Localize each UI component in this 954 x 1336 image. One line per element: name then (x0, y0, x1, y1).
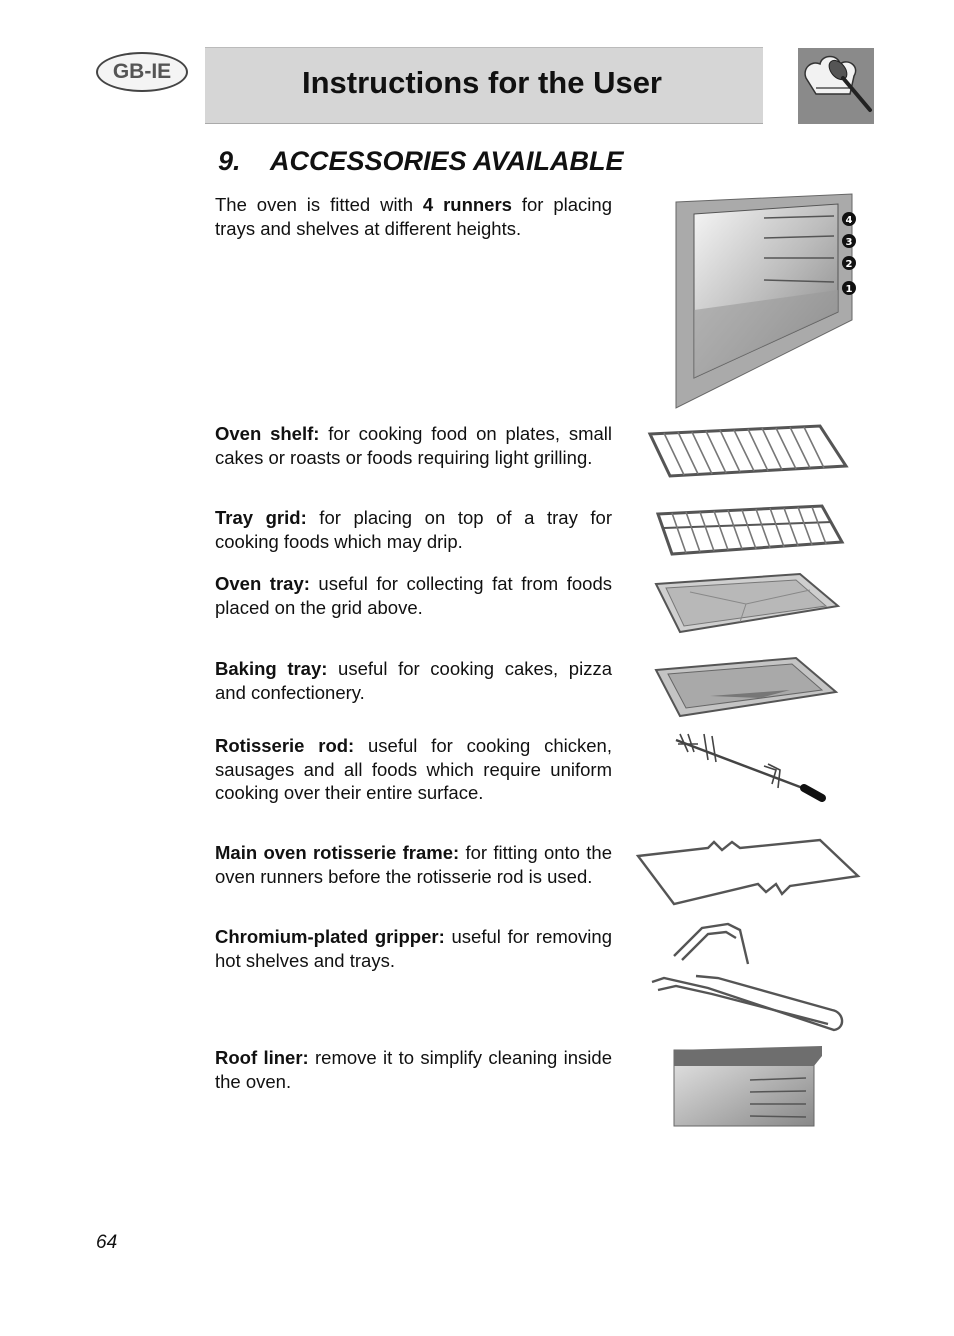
item-desc: useful for removing hot shelves and trays. (215, 926, 612, 971)
intro-paragraph (215, 193, 612, 240)
oven-shelf-image (644, 420, 850, 482)
intro-text: The oven is fitted with (215, 194, 423, 215)
item-desc: for cooking food on plates, small cakes or roasts or foods requiring light grilling. (215, 423, 612, 468)
oven-tray-image (650, 570, 842, 636)
item-oven-shelf (215, 422, 612, 469)
page-number: 64 (96, 1232, 118, 1253)
rotisserie-frame-image (634, 838, 862, 908)
item-term: Oven tray: (215, 573, 310, 594)
item-term: Baking tray: (215, 658, 328, 679)
item-gripper (215, 925, 612, 972)
item-desc: for placing on top of a tray for cooking foods which may drip. (215, 507, 612, 552)
item-term: Chromium-plated gripper: (215, 926, 445, 947)
item-term: Roof liner: (215, 1047, 309, 1068)
item-desc: for fitting onto the oven runners before the rotisserie rod is used. (215, 842, 612, 887)
item-term: Oven shelf: (215, 423, 320, 444)
oven-cavity-image (672, 190, 864, 412)
item-rotisserie-rod (215, 734, 612, 805)
intro-bold: 4 runners (422, 194, 512, 215)
header-bar (205, 47, 763, 124)
item-desc: useful for cooking cakes, pizza and confectionery. (215, 658, 612, 703)
tray-grid-image (650, 502, 846, 560)
rotisserie-rod-image (668, 730, 828, 808)
section-heading (218, 146, 624, 177)
item-tray-grid (215, 506, 612, 553)
item-rotisserie-frame (215, 841, 612, 888)
baking-tray-image (650, 652, 840, 720)
item-desc: useful for cooking chicken, sausages and all foods which require uniform cooking over their entire surface. (215, 735, 612, 803)
intro-text-end: for placing trays and shelves at different heights. (215, 194, 612, 239)
item-oven-tray (215, 572, 612, 619)
runner-label-3: 3 (845, 237, 853, 248)
item-term: Main oven rotisserie frame: (215, 842, 460, 863)
item-term: Tray grid: (215, 507, 307, 528)
item-roof-liner (215, 1046, 612, 1093)
section-number: 9. (218, 146, 241, 176)
runner-label-1: 1 (845, 284, 853, 295)
region-badge: GB-IE (96, 52, 188, 92)
runner-label-2: 2 (845, 259, 853, 270)
item-desc: remove it to simplify cleaning inside the oven. (215, 1047, 612, 1092)
roof-liner-image (672, 1044, 824, 1128)
section-title: ACCESSORIES AVAILABLE (270, 146, 624, 176)
item-term: Rotisserie rod: (215, 735, 355, 756)
gripper-image (648, 920, 848, 1034)
runner-label-4: 4 (845, 215, 853, 226)
item-baking-tray (215, 657, 612, 704)
item-desc: useful for collecting fat from foods placed on the grid above. (215, 573, 612, 618)
header-title: Instructions for the User (302, 65, 662, 100)
chef-hat-spoon-icon (798, 48, 874, 124)
